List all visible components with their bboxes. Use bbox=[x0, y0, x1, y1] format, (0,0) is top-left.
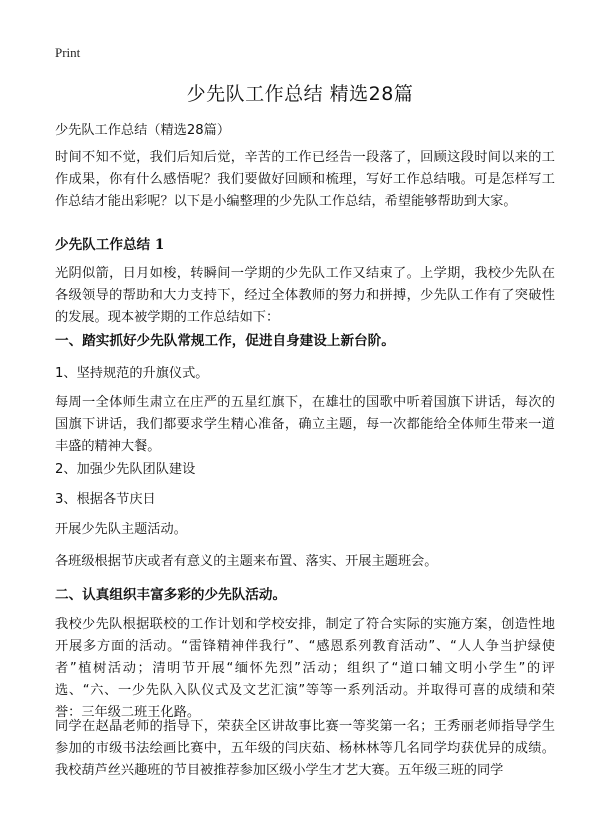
heading-one: 一、踏实抓好少先队常规工作，促进自身建设上新台阶。 bbox=[55, 333, 395, 349]
achievements-paragraph: 同学在赵晶老师的指导下，荣获全区讲故事比赛一等奖第一名；王秀丽老师指导学生参加的市级书法绘画比赛中，五年级的闫庆茹、杨林林等几名同学均获优异的成绩。我校葫芦丝兴趣班的节目被推荐参加区级小学生才艺大赛。五年级三班的同学 bbox=[55, 719, 555, 778]
activities-paragraph: 我校少先队根据联校的工作计划和学校安排，制定了符合实际的实施方案，创造性地开展多方面的活动。“雷锋精神伴我行”、“感恩系列教育活动”、“人人争当护绿使者”植树活动；清明节开展“缅怀先烈”活动；组织了“道口辅文明小学生”的评选、“六、一少先队入队仪式及文艺汇演”等等一系列活动。并取得可喜的成绩和荣誉：三年级二班王化路。 bbox=[55, 617, 555, 720]
list-item-3-activity: 开展少先队主题活动。 bbox=[55, 522, 187, 537]
list-item-3-detail: 各班级根据节庆或者有意义的主题来布置、落实、开展主题班会。 bbox=[55, 554, 438, 569]
heading-two: 二、认真组织丰富多彩的少先队活动。 bbox=[55, 587, 287, 603]
document-subtitle: 少先队工作总结（精选28篇） bbox=[55, 123, 231, 138]
section-intro-paragraph: 光阴似箭，日月如梭，转瞬间一学期的少先队工作又结束了。上学期，我校少先队在各级领导的帮助和大力支持下，经过全体教师的努力和拼搏，少先队工作有了突破性的发展。现本被学期的工作总结如下： bbox=[55, 266, 555, 325]
list-item-3: 3、根据各节庆日 bbox=[55, 492, 156, 507]
print-link[interactable]: Print bbox=[55, 45, 81, 60]
list-item-1-text: 每周一全体师生肃立在庄严的五星红旗下，在雄壮的国歌中听着国旗下讲话，每次的国旗下讲话，我们都要求学生精心准备，确立主题，每一次都能给全体师生带来一道丰盛的精神大餐。 bbox=[55, 395, 555, 454]
page-title: 少先队工作总结 精选28篇 bbox=[186, 83, 414, 105]
section-heading: 少先队工作总结 1 bbox=[55, 237, 165, 253]
list-item-2: 2、加强少先队团队建设 bbox=[55, 462, 196, 477]
intro-paragraph: 时间不知不觉，我们后知后觉，辛苦的工作已经告一段落了，回顾这段时间以来的工作成果，你有什么感悟呢？我们要做好回顾和梳理，写好工作总结哦。可是怎样写工作总结才能出彩呢？以下是小编整理的少先队工作总结，希望能够帮助到大家。 bbox=[55, 150, 555, 209]
list-item-1: 1、坚持规范的升旗仪式。 bbox=[55, 366, 209, 381]
